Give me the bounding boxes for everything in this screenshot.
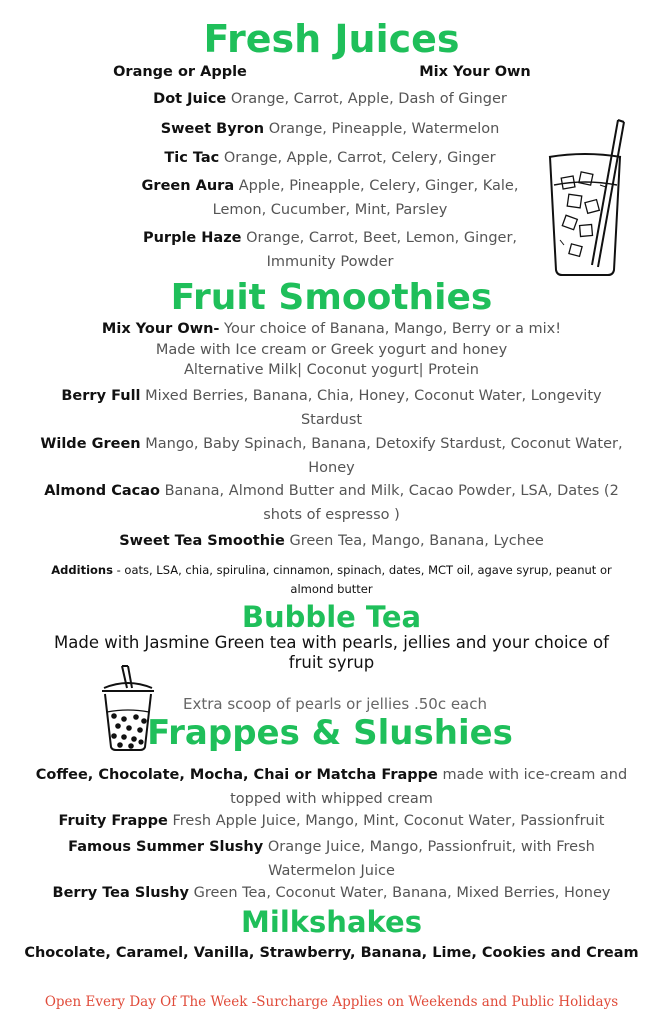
frappes-slushies-heading: Frappes & Slushies <box>147 713 513 753</box>
bubble-tea-extra: Extra scoop of pearls or jellies .50c each <box>182 695 488 713</box>
juice-item: Dot Juice Orange, Carrot, Apple, Dash of Ginger <box>153 91 507 107</box>
frappe-item-continued: topped with whipped cream <box>230 791 433 807</box>
smoothie-item: Wilde Green Mango, Baby Spinach, Banana, Detoxify Stardust, Coconut Water, <box>40 436 623 452</box>
frappe-item: Fruity Frappe Fresh Apple Juice, Mango, Mint, Coconut Water, Passionfruit <box>58 813 605 829</box>
juice-item: Purple Haze Orange, Carrot, Beet, Lemon, Ginger, <box>142 230 518 246</box>
frappe-item: Berry Tea Slushy Green Tea, Coconut Water, Banana, Mixed Berries, Honey <box>52 885 611 901</box>
smoothie-item: Sweet Tea Smoothie Green Tea, Mango, Banana, Lychee <box>119 533 544 549</box>
juice-item-continued: Immunity Powder <box>266 254 394 270</box>
smoothie-mix-line2: Made with Ice cream or Greek yogurt and honey <box>155 342 508 358</box>
frappe-item: Coffee, Chocolate, Mocha, Chai or Matcha Frappe made with ice-cream and <box>35 767 628 783</box>
smoothie-additions: Additions - oats, LSA, chia, spirulina, cinnamon, spinach, dates, MCT oil, agave syrup, peanut or <box>51 563 612 577</box>
smoothie-item-continued: Honey <box>308 460 355 476</box>
smoothie-item: Almond Cacao Banana, Almond Butter and Milk, Cacao Powder, LSA, Dates (2 <box>44 483 619 499</box>
footer-notice: Open Every Day Of The Week -Surcharge Applies on Weekends and Public Holidays <box>44 994 619 1010</box>
mix-your-own-juice: Mix Your Own <box>419 64 531 80</box>
juice-item: Sweet Byron Orange, Pineapple, Watermelon <box>160 121 500 137</box>
smoothie-item-continued: shots of espresso ) <box>263 507 400 523</box>
smoothie-mix-line3: Alternative Milk| Coconut yogurt| Protein <box>184 362 479 378</box>
juice-glass-icon <box>540 115 630 280</box>
bubble-tea-heading: Bubble Tea <box>241 600 422 634</box>
bubble-tea-description: Made with Jasmine Green tea with pearls, jellies and your choice of <box>54 633 609 652</box>
smoothie-mix-your-own: Mix Your Own- Your choice of Banana, Mango, Berry or a mix! <box>101 321 562 337</box>
orange-or-apple: Orange or Apple <box>113 64 247 80</box>
juice-item: Tic Tac Orange, Apple, Carrot, Celery, Ginger <box>164 150 496 166</box>
milkshakes-heading: Milkshakes <box>241 905 422 939</box>
fresh-juices-heading: Fresh Juices <box>203 17 460 61</box>
bubble-tea-description-continued: fruit syrup <box>288 653 375 672</box>
milkshake-flavours: Chocolate, Caramel, Vanilla, Strawberry, Banana, Lime, Cookies and Cream <box>24 945 639 961</box>
frappe-item-continued: Watermelon Juice <box>268 863 395 879</box>
frappe-item: Famous Summer Slushy Orange Juice, Mango, Passionfruit, with Fresh <box>68 839 595 855</box>
juice-item: Green Aura Apple, Pineapple, Celery, Ginger, Kale, <box>141 178 519 194</box>
smoothie-item-continued: Stardust <box>300 412 363 428</box>
smoothie-additions-continued: almond butter <box>290 582 373 596</box>
fruit-smoothies-heading: Fruit Smoothies <box>170 277 493 318</box>
smoothie-item: Berry Full Mixed Berries, Banana, Chia, Honey, Coconut Water, Longevity <box>61 388 602 404</box>
juice-item-continued: Lemon, Cucumber, Mint, Parsley <box>212 202 448 218</box>
